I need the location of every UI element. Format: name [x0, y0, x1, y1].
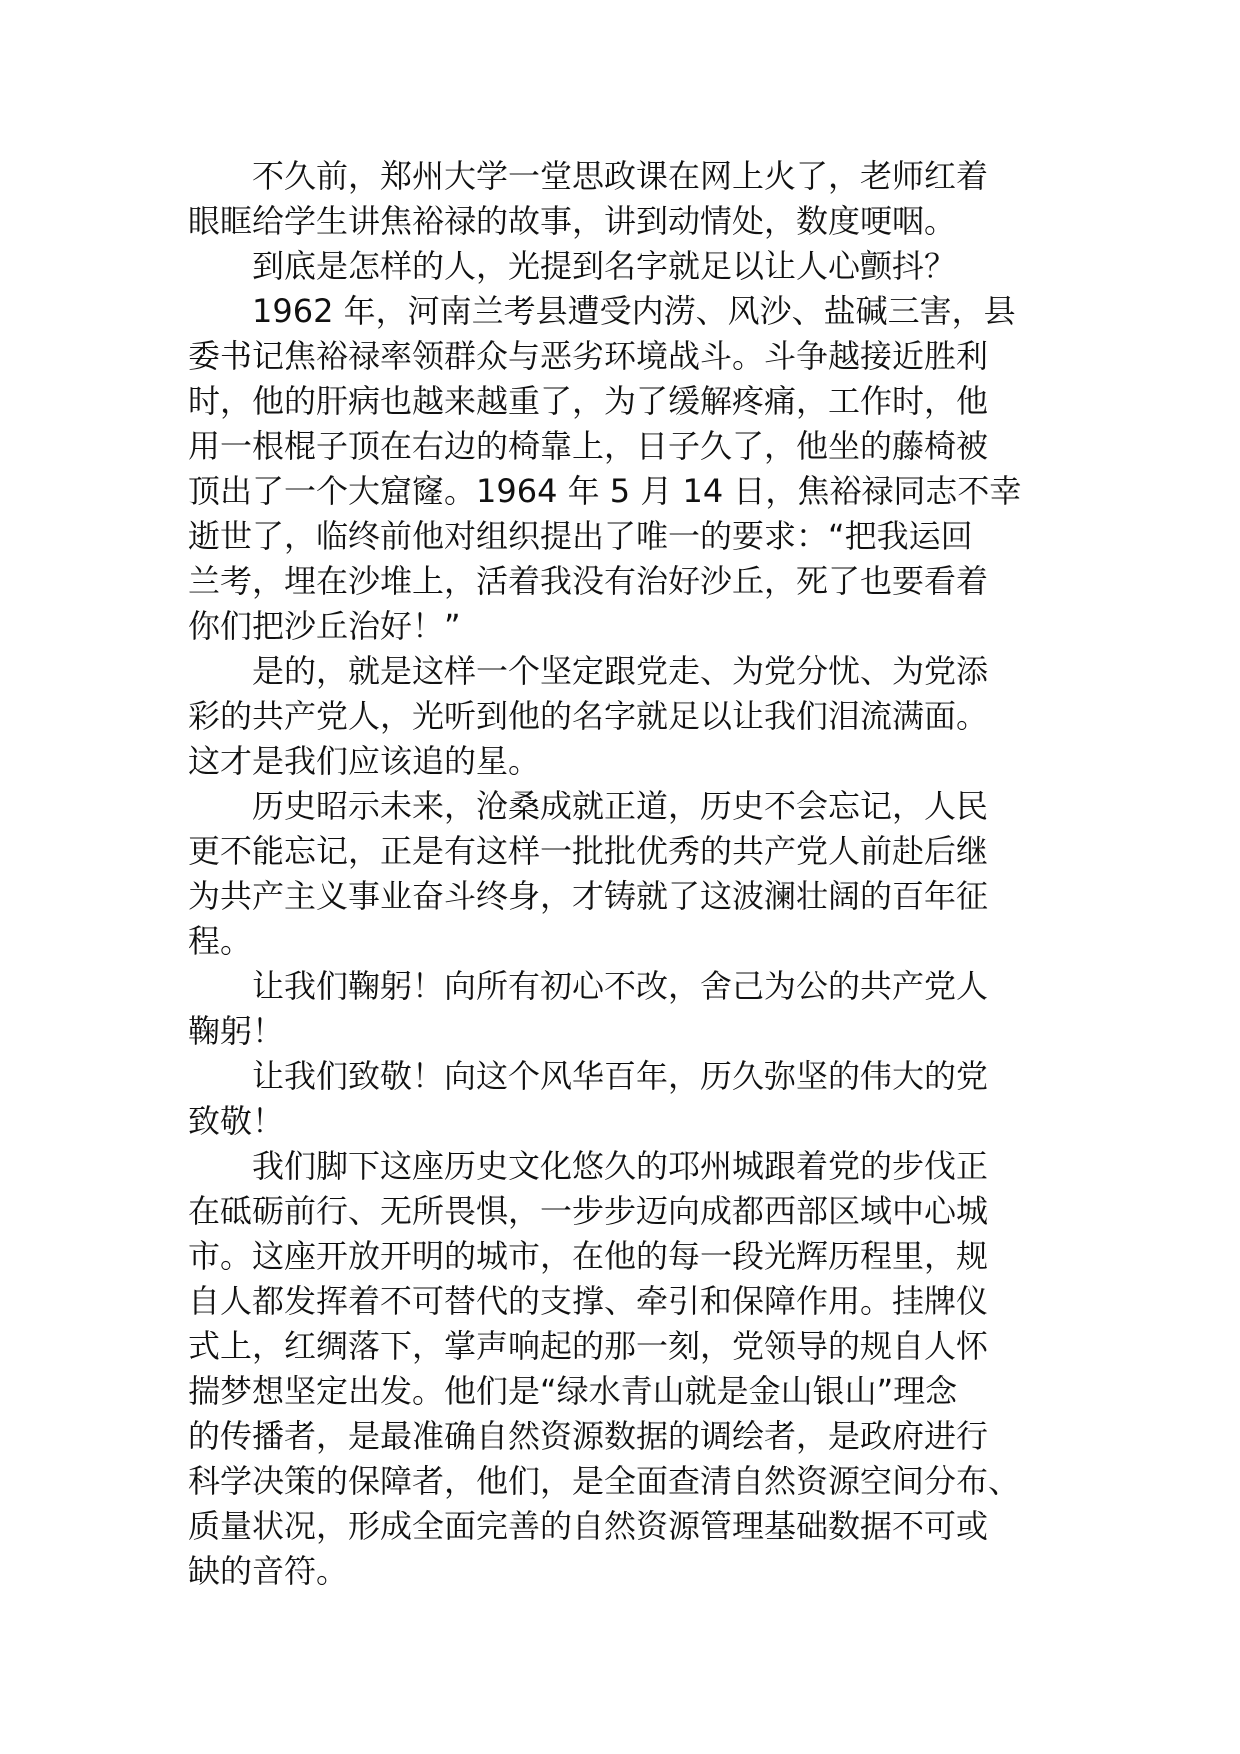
paragraph-line: 市。这座开放开明的城市，在他的每一段光辉历程里，规 — [188, 1237, 989, 1275]
paragraph-line: 是的，就是这样一个坚定跟党走、为党分忧、为党添 — [252, 652, 989, 690]
paragraph-line: 你们把沙丘治好！” — [188, 607, 461, 645]
paragraph-2 — [188, 244, 1048, 289]
paragraph-line: 不久前，郑州大学一堂思政课在网上火了，老师红着 — [252, 157, 989, 195]
paragraph-line: 我们脚下这座历史文化悠久的邛州城跟着党的步伐正 — [252, 1147, 989, 1185]
paragraph-line: 用一根棍子顶在右边的椅靠上，日子久了，他坐的藤椅被 — [188, 427, 989, 465]
paragraph-line: 揣梦想坚定出发。他们是“绿水青山就是金山银山”理念 — [188, 1372, 958, 1410]
paragraph-7 — [188, 1054, 1048, 1144]
paragraph-line: 致敬！ — [188, 1102, 285, 1140]
paragraph-line: 彩的共产党人，光听到他的名字就足以让我们泪流满面。 — [188, 697, 989, 735]
paragraph-line: 这才是我们应该追的星。 — [188, 742, 541, 780]
paragraph-6 — [188, 964, 1048, 1054]
paragraph-1 — [188, 154, 1048, 244]
paragraph-line: 让我们致敬！向这个风华百年，历久弥坚的伟大的党 — [252, 1057, 989, 1095]
paragraph-3 — [188, 289, 1048, 649]
paragraph-8 — [188, 1144, 1048, 1594]
paragraph-line: 在砥砺前行、无所畏惧，一步步迈向成都西部区域中心城 — [188, 1192, 989, 1230]
paragraph-5 — [188, 784, 1048, 964]
paragraph-line: 委书记焦裕禄率领群众与恶劣环境战斗。斗争越接近胜利 — [188, 337, 989, 375]
paragraph-line: 让我们鞠躬！向所有初心不改，舍己为公的共产党人 — [252, 967, 989, 1005]
paragraph-line: 鞠躬！ — [188, 1012, 285, 1050]
paragraph-line: 的传播者，是最准确自然资源数据的调绘者，是政府进行 — [188, 1417, 989, 1455]
document-body — [188, 154, 1048, 1594]
paragraph-line: 时，他的肝病也越来越重了，为了缓解疼痛，工作时，他 — [188, 382, 989, 420]
paragraph-line: 程。 — [188, 922, 253, 960]
paragraph-line: 眼眶给学生讲焦裕禄的故事，讲到动情处，数度哽咽。 — [188, 202, 957, 240]
paragraph-line: 缺的音符。 — [188, 1552, 349, 1590]
paragraph-line: 逝世了，临终前他对组织提出了唯一的要求：“把我运回 — [188, 517, 973, 555]
paragraph-line: 更不能忘记，正是有这样一批批优秀的共产党人前赴后继 — [188, 832, 989, 870]
paragraph-line: 历史昭示未来，沧桑成就正道，历史不会忘记，人民 — [252, 787, 989, 825]
paragraph-line: 为共产主义事业奋斗终身，才铸就了这波澜壮阔的百年征 — [188, 877, 989, 915]
paragraph-line: 式上，红绸落下，掌声响起的那一刻，党领导的规自人怀 — [188, 1327, 989, 1365]
paragraph-line: 自人都发挥着不可替代的支撑、牵引和保障作用。挂牌仪 — [188, 1282, 989, 1320]
paragraph-line: 顶出了一个大窟窿。1964 年 5 月 14 日，焦裕禄同志不幸 — [188, 472, 1022, 510]
paragraph-4 — [188, 649, 1048, 784]
paragraph-line: 1962 年，河南兰考县遭受内涝、风沙、盐碱三害，县 — [252, 292, 1016, 330]
paragraph-line: 科学决策的保障者，他们，是全面查清自然资源空间分布、 — [188, 1462, 1021, 1500]
paragraph-line: 质量状况，形成全面完善的自然资源管理基础数据不可或 — [188, 1507, 989, 1545]
paragraph-line: 到底是怎样的人，光提到名字就足以让人心颤抖？ — [252, 247, 957, 285]
paragraph-line: 兰考，埋在沙堆上，活着我没有治好沙丘，死了也要看着 — [188, 562, 989, 600]
